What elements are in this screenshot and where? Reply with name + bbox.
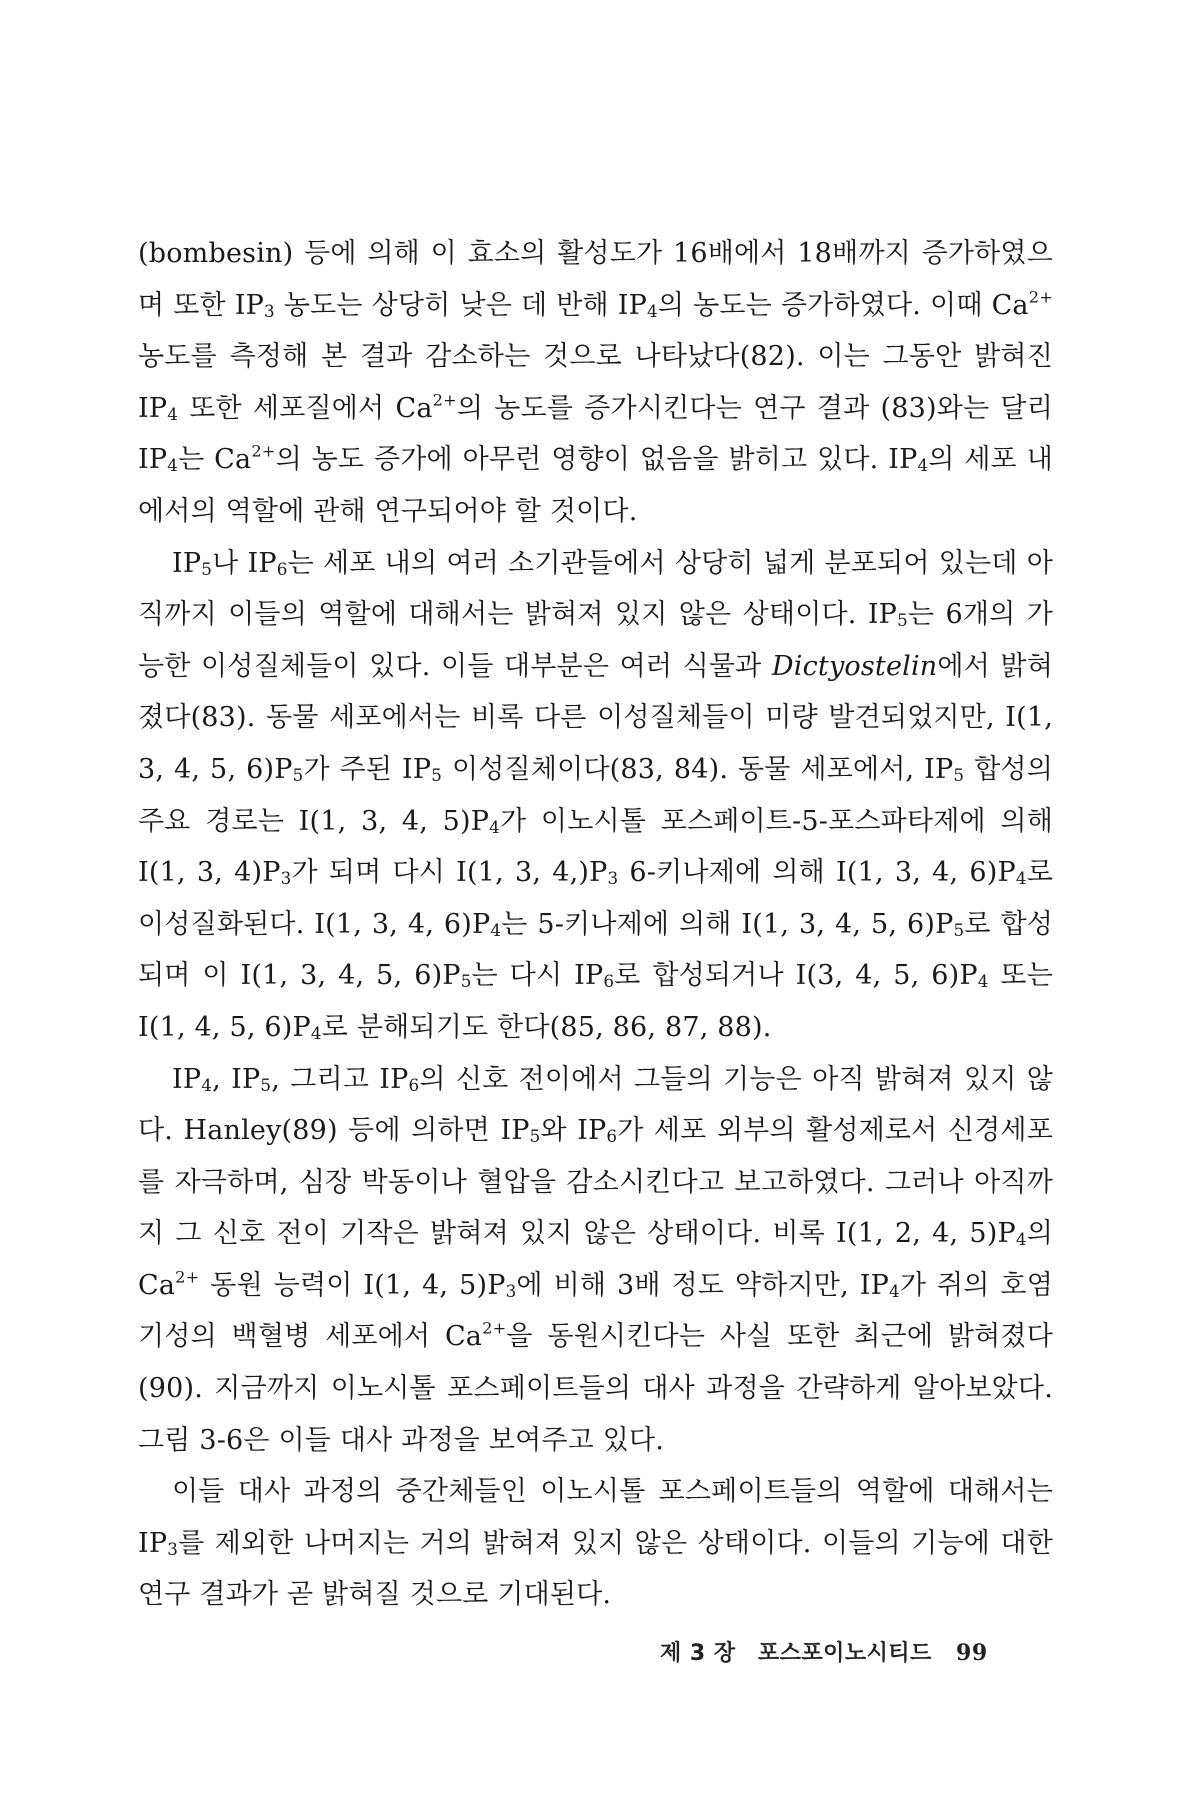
- text-run: 가 되며 다시 I(1, 3, 4,)P: [291, 857, 608, 889]
- text-run: 에 비해 3배 정도 약하지만, IP: [516, 1269, 889, 1301]
- text-run: 6-키나제에 의해 I(1, 3, 4, 6)P: [618, 857, 1016, 889]
- text-run: 는 6개의 가능한 이성질체들이 있다. 이들 대부분은 여러 식물과: [138, 599, 1053, 682]
- text-run: 에서 밝혀졌다(83). 동물 세포에서는 비록 다른 이성질체들이 미량 발견되었지만, I(1, 3, 4, 5, 6)P: [138, 650, 1053, 785]
- text-run: 로 이성질화된다. I(1, 3, 4, 6)P: [138, 857, 1053, 940]
- text-run: 을 동원시킨다는 사실 또한 최근에 밝혀졌다(90). 지금까지 이노시톨 포스페이트들의 대사 과정을 간략하게 알아보았다. 그림 3-6은 이들 대사 과정을 보여주고 있다.: [138, 1321, 1053, 1456]
- subscript: 3: [280, 868, 292, 889]
- text-run: 동원 능력이 I(1, 4, 5)P: [199, 1269, 506, 1301]
- superscript: 2+: [482, 1319, 507, 1339]
- superscript: 2+: [251, 442, 276, 462]
- text-run: 가 주된 IP: [303, 753, 432, 785]
- italic-term: Dictyostelin: [771, 650, 938, 682]
- footer-chapter: 제 3 장: [660, 1641, 736, 1666]
- subscript: 3: [167, 1538, 179, 1559]
- subscript: 4: [977, 971, 989, 992]
- subscript: 5: [260, 1074, 272, 1095]
- subscript: 4: [167, 403, 179, 424]
- text-run: 농도를 측정해 본 결과 감소하는 것으로 나타났다(82). 이는 그동안 밝혀진 IP: [138, 341, 1053, 424]
- text-run: 가 이노시톨 포스페이트-5-포스파타제에 의해 I(1, 3, 4)P: [138, 805, 1053, 889]
- text-run: 의 농도를 증가시킨다는 연구 결과 (83)와는 달리 IP: [138, 392, 1053, 476]
- text-run: 의 농도 증가에 아무런 영향이 없음을 밝히고 있다. IP: [275, 444, 918, 476]
- subscript: 5: [431, 764, 443, 785]
- text-run: 또는 I(1, 4, 5, 6)P: [138, 960, 1053, 1043]
- text-run: 가 세포 외부의 활성제로서 신경세포를 자극하며, 심장 박동이나 혈압을 감소시킨다고 보고하였다. 그러나 아직까지 그 신호 전이 기작은 밝혀져 있지 않은 상태이다. 비록 I(1, 2, 4, 5)P: [138, 1115, 1053, 1250]
- text-run: 로 분해되기도 한다(85, 86, 87, 88).: [321, 1011, 772, 1043]
- subscript: 3: [607, 868, 619, 889]
- subscript: 4: [888, 1280, 900, 1301]
- text-run: 나 IP: [212, 547, 277, 579]
- text-run: 가 쥐의 호염기성의 백혈병 세포에서 Ca: [138, 1269, 1053, 1353]
- subscript: 5: [460, 971, 472, 992]
- superscript: 2+: [175, 1267, 200, 1287]
- text-run: 의 신호 전이에서 그들의 기능은 아직 밝혀져 있지 않다. Hanley(89) 등에 의하면 IP: [138, 1063, 1053, 1147]
- subscript: 3: [264, 300, 275, 321]
- subscript: 4: [646, 300, 658, 321]
- text-run: 이성질체이다(83, 84). 동물 세포에서, IP: [442, 753, 954, 785]
- text-run: 는 다시 IP: [471, 960, 604, 992]
- subscript: 6: [606, 1126, 618, 1147]
- text-run: 는 5-키나제에 의해 I(1, 3, 4, 5, 6)P: [501, 908, 954, 940]
- paragraph: [138, 1054, 1053, 1467]
- subscript: 4: [490, 919, 502, 940]
- text-run: 이들 대사 과정의 중간체들인 이노시톨 포스페이트들의 역할에 대해서는 IP: [138, 1476, 1053, 1559]
- text-run: 의 Ca: [138, 1218, 1053, 1301]
- text-run: 의 농도는 증가하였다. 이때 Ca: [657, 289, 1029, 321]
- subscript: 6: [603, 971, 615, 992]
- text-run: , IP: [212, 1063, 261, 1095]
- superscript: 2+: [432, 390, 457, 410]
- superscript: 2+: [1028, 287, 1053, 307]
- subscript: 4: [167, 455, 179, 476]
- subscript: 6: [408, 1074, 420, 1095]
- body-text: [138, 228, 1053, 1621]
- footer-chapter-title: 포스포이노시티드: [757, 1641, 932, 1666]
- text-run: 로 합성되며 이 I(1, 3, 4, 5, 6)P: [138, 908, 1054, 992]
- text-run: 는 세포 내의 여러 소기관들에서 상당히 넓게 분포되어 있는데 아직까지 이들의 역할에 대해서는 밝혀져 있지 않은 상태이다. IP: [138, 547, 1053, 631]
- subscript: 4: [201, 1074, 213, 1095]
- text-run: 는 Ca: [178, 444, 252, 476]
- subscript: 5: [201, 558, 213, 579]
- subscript: 5: [529, 1126, 541, 1147]
- paragraph: [138, 1466, 1053, 1621]
- text-run: 를 제외한 나머지는 거의 밝혀져 있지 않은 상태이다. 이들의 기능에 대한 연구 결과가 곧 밝혀질 것으로 기대된다.: [138, 1527, 1053, 1611]
- page-number: 99: [956, 1640, 988, 1666]
- subscript: 3: [505, 1280, 517, 1301]
- text-run: 로 합성되거나 I(3, 4, 5, 6)P: [614, 960, 978, 992]
- subscript: 5: [953, 764, 965, 785]
- subscript: 5: [292, 764, 304, 785]
- page-footer: [660, 1636, 1060, 1672]
- text-run: , 그리고 IP: [271, 1063, 409, 1095]
- text-run: 또한 세포질에서 Ca: [178, 392, 433, 424]
- subscript: 4: [310, 1022, 322, 1043]
- text-run: IP: [172, 547, 202, 579]
- subscript: 4: [489, 816, 500, 837]
- text-run: 와 IP: [540, 1115, 607, 1147]
- text-run: (bombesin) 등에 의해 이 효소의 활성도가 16배에서 18배까지 증가하였으며 또한 IP: [138, 238, 1053, 321]
- text-run: 농도는 상당히 낮은 데 반해 IP: [274, 289, 647, 321]
- text-run: 의 세포 내에서의 역할에 관해 연구되어야 할 것이다.: [138, 444, 1053, 527]
- paragraph: [138, 228, 1053, 538]
- subscript: 6: [276, 558, 288, 579]
- text-run: 합성의 주요 경로는 I(1, 3, 4, 5)P: [138, 753, 1053, 837]
- subscript: 4: [1015, 868, 1027, 889]
- paragraph: [138, 538, 1053, 1054]
- subscript: 5: [897, 610, 908, 631]
- text-run: IP: [172, 1063, 202, 1095]
- subscript: 5: [953, 919, 965, 940]
- subscript: 4: [1015, 1229, 1027, 1250]
- subscript: 4: [917, 455, 929, 476]
